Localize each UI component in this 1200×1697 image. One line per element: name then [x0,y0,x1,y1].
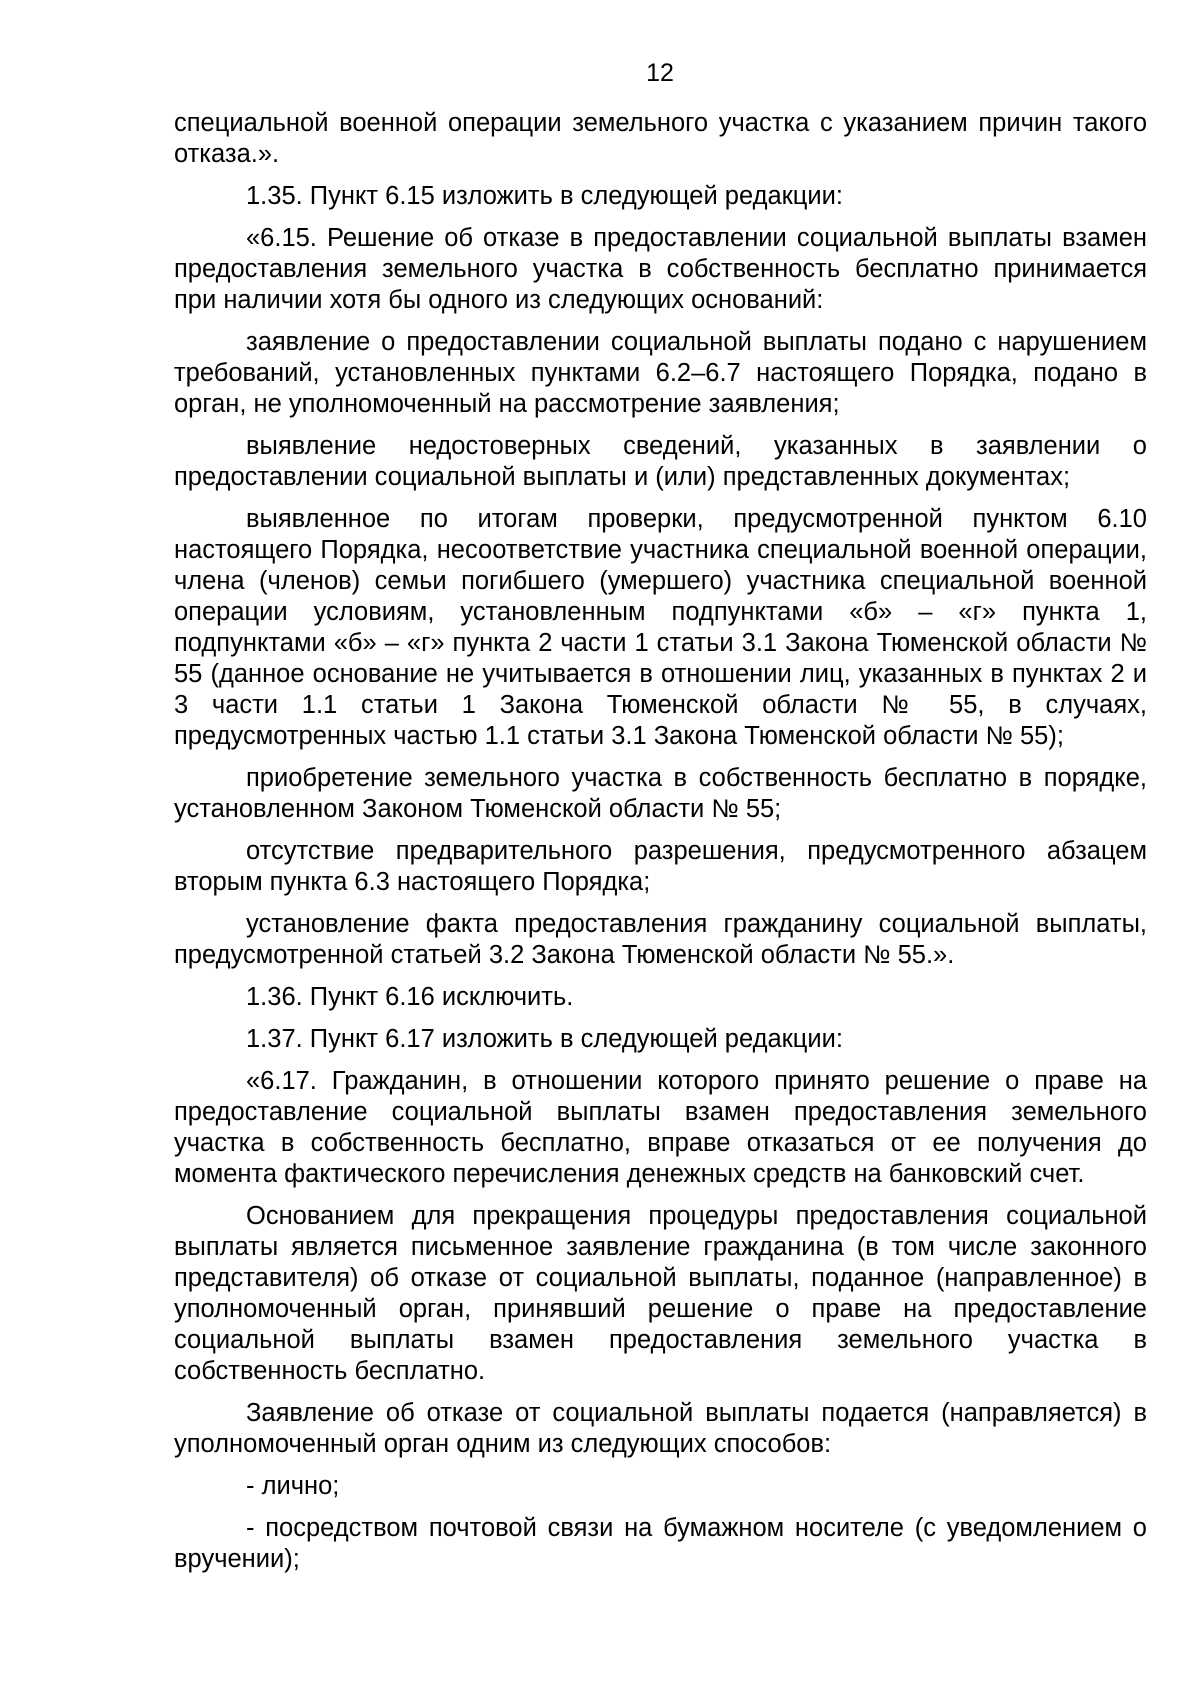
paragraph-ground-6: установление факта предоставления гражданину социальной выплаты, предусмотренной статьей 3.2 Закона Тюменской области № 55.». [174,910,1147,969]
paragraph-method-postal: - посредством почтовой связи на бумажном носителе (с уведомлением о вручении); [174,1514,1147,1573]
paragraph-submission-methods: Заявление об отказе от социальной выплаты подается (направляется) в уполномоченный орган одним из следующих способов: [174,1399,1147,1458]
paragraph-clause-6-15: «6.15. Решение об отказе в предоставлении социальной выплаты взамен предоставления земельного участка в собственность бесплатно принимается при наличии хотя бы одного из следующих оснований: [174,224,1147,314]
paragraph-method-in-person: - лично; [246,1472,340,1500]
paragraph-ground-1: заявление о предоставлении социальной выплаты подано с нарушением требований, установленных пунктами 6.2–6.7 настоящего Порядка, подано в орган, не уполномоченный на рассмотрение заявления; [174,328,1147,418]
paragraph-item-1-35: 1.35. Пункт 6.15 изложить в следующей редакции: [246,182,843,210]
document-body [174,108,1147,1586]
paragraph-termination-basis: Основанием для прекращения процедуры предоставления социальной выплаты является письменное заявление гражданина (в том числе законного представителя) об отказе от социальной выплаты, поданное (направленное) в уполномоченный орган, принявший решение о праве на предоставление социальной выплаты взамен предоставления земельного участка в собственность бесплатно. [174,1202,1147,1385]
page-number: 12 [646,59,674,87]
paragraph-continuation: специальной военной операции земельного участка с указанием причин такого отказа.». [174,109,1147,168]
paragraph-ground-4: приобретение земельного участка в собственность бесплатно в порядке, установленном Законом Тюменской области № 55; [174,764,1147,823]
paragraph-ground-5: отсутствие предварительного разрешения, предусмотренного абзацем вторым пункта 6.3 настоящего Порядка; [174,837,1147,896]
paragraph-ground-3: выявленное по итогам проверки, предусмотренной пунктом 6.10 настоящего Порядка, несоответствие участника специальной военной операции, члена (членов) семьи погибшего (умершего) участника специальной военной операции условиям, установленным подпунктами «б» – «г» пункта 1, подпунктами «б» – «г» пункта 2 части 1 статьи 3.1 Закона Тюменской области № 55 (данное основание не учитывается в отношении лиц, указанных в пунктах 2 и 3 части 1.1 статьи 1 Закона Тюменской области № 55, в случаях, предусмотренных частью 1.1 статьи 3.1 Закона Тюменской области № 55); [174,505,1147,750]
paragraph-ground-2: выявление недостоверных сведений, указанных в заявлении о предоставлении социальной выплаты и (или) представленных документах; [174,432,1147,491]
paragraph-clause-6-17: «6.17. Гражданин, в отношении которого принято решение о праве на предоставление социальной выплаты взамен предоставления земельного участка в собственность бесплатно, вправе отказаться от ее получения до момента фактического перечисления денежных средств на банковский счет. [174,1067,1147,1188]
paragraph-item-1-37: 1.37. Пункт 6.17 изложить в следующей редакции: [246,1025,843,1053]
paragraph-item-1-36: 1.36. Пункт 6.16 исключить. [246,983,574,1011]
